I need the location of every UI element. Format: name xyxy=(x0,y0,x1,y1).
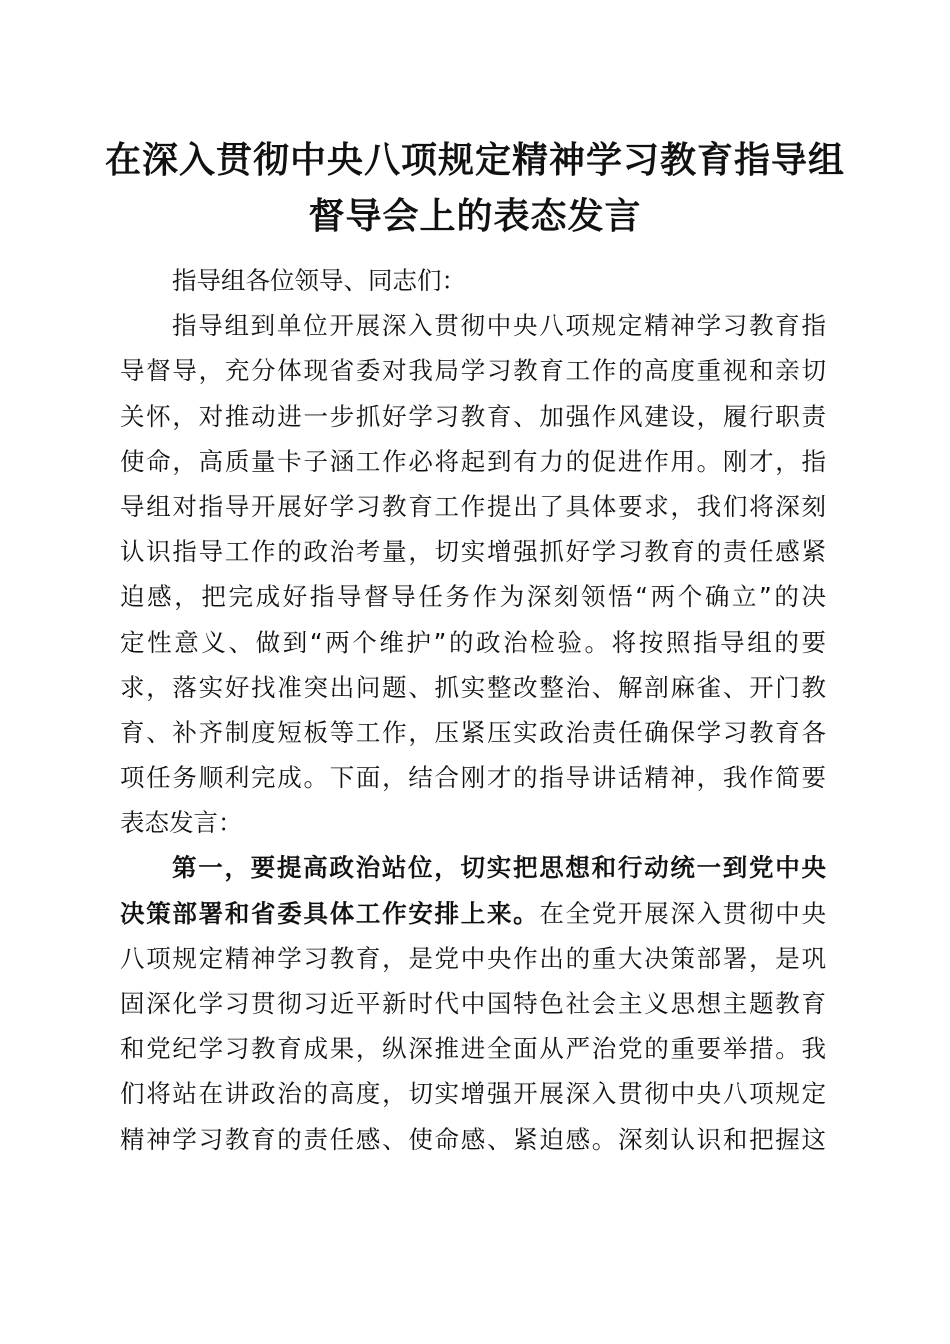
paragraph-2-line: 和党纪学习教育成果，纵深推进全面从严治党的重要举措。我 xyxy=(120,1034,826,1064)
paragraph-2-heading-line-1: 第一，要提高政治站位，切实把思想和行动统一到党中央 xyxy=(172,853,826,883)
paragraph-1-line: 表态发言： xyxy=(120,808,243,838)
document-title xyxy=(100,132,850,244)
paragraph-2-line: 八项规定精神学习教育，是党中央作出的重大决策部署，是巩 xyxy=(120,943,826,973)
paragraph-1-line: 求，落实好找准突出问题、抓实整改整治、解剖麻雀、开门教 xyxy=(120,672,826,702)
paragraph-1-line: 指导组到单位开展深入贯彻中央八项规定精神学习教育指 xyxy=(172,311,826,341)
paragraph-2-heading-line-2: 决策部署和省委具体工作安排上来。 xyxy=(120,898,540,928)
paragraph-2-line: 固深化学习贯彻习近平新时代中国特色社会主义思想主题教育 xyxy=(120,989,826,1018)
paragraph-1-line: 使命，高质量卡子涵工作必将起到有力的促进作用。刚才，指 xyxy=(120,446,826,476)
paragraph-1-line: 认识指导工作的政治考量，切实增强抓好学习教育的责任感紧 xyxy=(120,537,826,567)
paragraph-2-line-mixed xyxy=(120,891,826,936)
paragraph-2-line: 们将站在讲政治的高度，切实增强开展深入贯彻中央八项规定 xyxy=(120,1079,826,1109)
paragraph-1-line: 育、补齐制度短板等工作，压紧压实政治责任确保学习教育各 xyxy=(120,717,826,747)
salutation: 指导组各位领导、同志们： xyxy=(172,266,466,295)
document-body xyxy=(120,258,826,1162)
paragraph-1-line: 导督导，充分体现省委对我局学习教育工作的高度重视和亲切 xyxy=(120,356,826,386)
paragraph-1-line: 迫感，把完成好指导督导任务作为深刻领悟“两个确立”的决 xyxy=(120,582,826,612)
paragraph-1-line: 导组对指导开展好学习教育工作提出了具体要求，我们将深刻 xyxy=(120,491,826,521)
paragraph-1-line: 关怀，对推动进一步抓好学习教育、加强作风建设，履行职责 xyxy=(120,401,826,431)
paragraph-1-line: 项任务顺利完成。下面，结合刚才的指导讲话精神，我作简要 xyxy=(120,763,826,793)
paragraph-2-line: 精神学习教育的责任感、使命感、紧迫感。深刻认识和把握这 xyxy=(120,1124,826,1154)
paragraph-2-line-2-rest: 在全党开展深入贯彻中央 xyxy=(539,898,827,928)
paragraph-1-line: 定性意义、做到“两个维护”的政治检验。将按照指导组的要 xyxy=(120,627,826,657)
title-line-1: 在深入贯彻中央八项规定精神学习教育指导组 xyxy=(104,139,845,181)
title-line-2: 督导会上的表态发言 xyxy=(308,195,642,237)
